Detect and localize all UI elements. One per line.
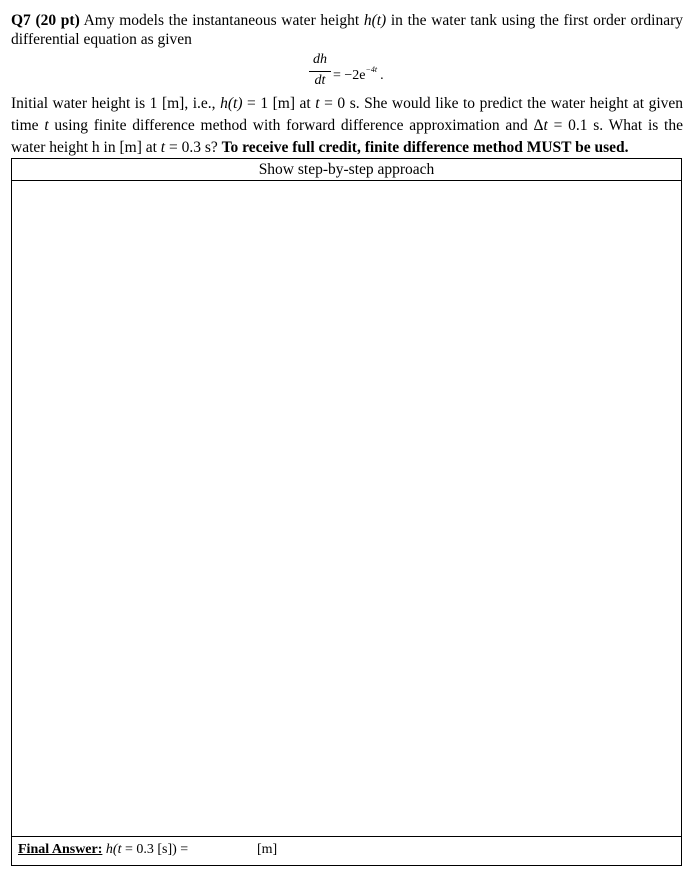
paragraph-line-3	[11, 137, 628, 159]
equation-rhs	[333, 62, 384, 84]
p2-text-e: = 0.1 s. What is the	[553, 117, 683, 134]
p3-var-t: t	[160, 139, 166, 156]
final-expr-h: h(	[105, 842, 118, 857]
answer-box-header: Show step-by-step approach	[12, 159, 681, 181]
p1-text-a: Initial water height is 1 [m], i.e.,	[11, 95, 216, 112]
p1-text-e: = 0 s. She would like to predict the water height at given	[324, 95, 684, 112]
p1-func: h(t)	[220, 95, 243, 112]
answer-box	[11, 158, 682, 866]
final-answer-unit: [m]	[257, 842, 278, 857]
final-answer-row	[12, 836, 681, 865]
equation-period: .	[380, 68, 384, 83]
p3-text-c: = 0.3 s?	[168, 139, 218, 156]
p1-var-t: t	[315, 95, 320, 112]
denominator: dt	[314, 73, 326, 88]
function-name: h(t)	[363, 12, 387, 29]
p2-text-c: using finite difference method with forward difference approximation and Δ	[54, 117, 544, 134]
final-expr-t: t	[117, 842, 122, 857]
rhs-base: = −2e	[333, 68, 366, 83]
numerator: dh	[313, 52, 327, 67]
fraction-bar	[309, 71, 331, 72]
question-text-rest: in the water tank using the first order ordinary	[390, 12, 683, 29]
rhs-exponent: −4t	[365, 65, 378, 74]
final-answer-heading: Final Answer:	[18, 842, 103, 857]
question-text-line2: differential equation as given	[11, 31, 192, 48]
p2-var-t: t	[44, 117, 49, 134]
question-text: Amy models the instantaneous water height	[83, 12, 360, 29]
paragraph-line-1	[11, 93, 683, 115]
p3-bold-instruction: To receive full credit, finite difference method MUST be used.	[221, 139, 629, 156]
question-label: Q7 (20 pt)	[11, 12, 80, 29]
question-line-2	[11, 29, 192, 51]
final-expr-rest: = 0.3 [s]) =	[124, 842, 189, 857]
p1-text-c: = 1 [m] at	[247, 95, 311, 112]
p3-text-a: water height h in [m] at	[11, 139, 157, 156]
p2-text-a: time	[11, 117, 39, 134]
paragraph-line-2	[11, 115, 683, 137]
final-answer-label	[18, 842, 188, 858]
p2-var-dt: t	[543, 117, 548, 134]
